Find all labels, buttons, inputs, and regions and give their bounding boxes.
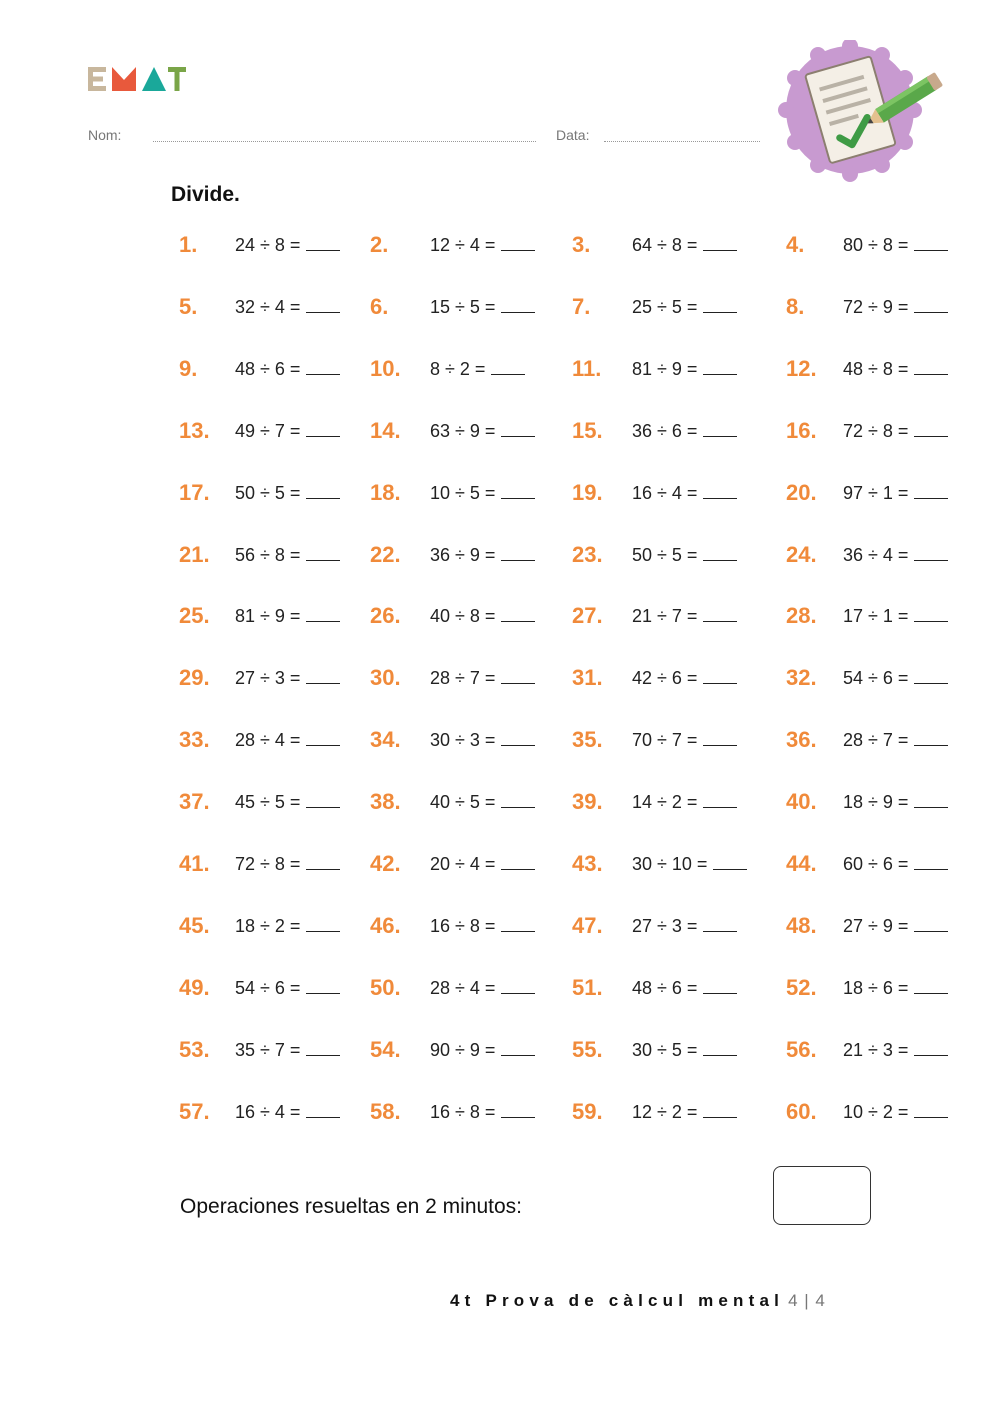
problem-number: 35. xyxy=(572,727,603,753)
expression-text: 36 ÷ 6 = xyxy=(632,420,698,441)
answer-blank[interactable] xyxy=(306,671,340,684)
expression-text: 70 ÷ 7 = xyxy=(632,730,698,751)
problem-number: 9. xyxy=(179,355,198,381)
answer-blank[interactable] xyxy=(306,300,340,313)
expression-text: 32 ÷ 4 = xyxy=(235,296,301,317)
answer-blank[interactable] xyxy=(914,238,948,251)
expression-text: 60 ÷ 6 = xyxy=(843,854,909,874)
answer-blank[interactable] xyxy=(306,919,340,932)
problem-number: 36. xyxy=(786,727,817,753)
answer-blank[interactable] xyxy=(703,795,737,808)
problem-expression xyxy=(235,297,340,318)
answer-blank[interactable] xyxy=(703,981,737,994)
name-field[interactable] xyxy=(153,141,536,142)
problem-number: 27. xyxy=(572,603,603,629)
answer-blank[interactable] xyxy=(306,362,340,375)
problem-expression xyxy=(235,916,340,937)
problem-number: 38. xyxy=(370,789,401,815)
problem-expression xyxy=(235,854,340,875)
answer-blank[interactable] xyxy=(501,795,535,808)
problem-number: 53. xyxy=(179,1036,210,1062)
problem-expression xyxy=(632,235,737,256)
problem-expression xyxy=(843,545,948,566)
answer-blank[interactable] xyxy=(703,424,737,437)
problem-number: 7. xyxy=(572,293,591,319)
problem-number: 55. xyxy=(572,1036,603,1062)
answer-box[interactable] xyxy=(773,1166,871,1225)
problem-expression xyxy=(843,359,948,380)
expression-text: 54 ÷ 6 = xyxy=(843,668,909,689)
expression-text: 90 ÷ 9 = xyxy=(430,1039,496,1060)
expression-text: 12 ÷ 2 = xyxy=(632,1101,698,1122)
problem-number: 8. xyxy=(786,293,805,319)
problem-expression xyxy=(235,668,340,689)
expression-text: 48 ÷ 8 = xyxy=(843,358,909,379)
answer-blank[interactable] xyxy=(501,733,535,746)
expression-text: 16 ÷ 4 = xyxy=(235,1101,301,1122)
expression-text: 17 ÷ 1 = xyxy=(843,606,909,627)
problem-number: 20. xyxy=(786,479,817,505)
page-number: 4 | 4 xyxy=(788,1291,826,1310)
problem-expression xyxy=(430,606,535,627)
expression-text: 30 ÷ 3 = xyxy=(430,730,496,751)
problem-expression xyxy=(430,545,535,566)
answer-blank[interactable] xyxy=(501,238,535,251)
problem-expression xyxy=(235,606,340,627)
answer-blank[interactable] xyxy=(306,795,340,808)
expression-text: 30 ÷ 5 = xyxy=(632,1039,698,1060)
answer-blank[interactable] xyxy=(501,424,535,437)
problem-expression xyxy=(843,792,948,813)
problem-number: 10. xyxy=(370,355,401,381)
answer-blank[interactable] xyxy=(501,857,535,870)
problem-number: 6. xyxy=(370,293,389,319)
answer-blank[interactable] xyxy=(914,671,948,684)
problem-expression xyxy=(843,606,948,627)
problem-number: 28. xyxy=(786,603,817,629)
expression-text: 35 ÷ 7 = xyxy=(235,1039,301,1060)
answer-blank[interactable] xyxy=(501,1105,535,1118)
expression-text: 15 ÷ 5 = xyxy=(430,296,496,317)
answer-blank[interactable] xyxy=(501,1043,535,1056)
expression-text: 28 ÷ 7 = xyxy=(843,730,909,751)
expression-text: 18 ÷ 9 = xyxy=(843,792,909,813)
problem-number: 13. xyxy=(179,417,210,443)
answer-blank[interactable] xyxy=(914,857,948,870)
problem-expression xyxy=(430,297,535,318)
answer-blank[interactable] xyxy=(914,362,948,375)
problem-number: 17. xyxy=(179,479,210,505)
problem-expression xyxy=(430,792,535,813)
problem-number: 14. xyxy=(370,417,401,443)
problem-number: 43. xyxy=(572,851,603,876)
answer-blank[interactable] xyxy=(306,1043,340,1056)
problem-expression xyxy=(430,854,535,875)
summary-label: Operaciones resueltas en 2 minutos: xyxy=(180,1195,523,1218)
answer-blank[interactable] xyxy=(703,671,737,684)
expression-text: 28 ÷ 7 = xyxy=(430,668,496,689)
answer-blank[interactable] xyxy=(306,486,340,499)
expression-text: 40 ÷ 5 = xyxy=(430,792,496,813)
problem-expression xyxy=(430,668,535,689)
answer-blank[interactable] xyxy=(914,733,948,746)
problem-expression xyxy=(843,1102,948,1123)
answer-blank[interactable] xyxy=(703,486,737,499)
problem-expression xyxy=(632,978,737,999)
problem-expression xyxy=(632,916,737,937)
expression-text: 14 ÷ 2 = xyxy=(632,792,698,813)
answer-blank[interactable] xyxy=(306,733,340,746)
problem-number: 50. xyxy=(370,974,401,1000)
problem-number: 41. xyxy=(179,851,210,876)
instruction-heading: Divide. xyxy=(171,183,240,206)
problem-number: 58. xyxy=(370,1098,401,1124)
expression-text: 81 ÷ 9 = xyxy=(632,358,698,379)
answer-blank[interactable] xyxy=(306,1105,340,1118)
problem-number: 5. xyxy=(179,293,198,319)
expression-text: 21 ÷ 3 = xyxy=(843,1039,909,1060)
expression-text: 20 ÷ 4 = xyxy=(430,854,496,874)
problem-number: 37. xyxy=(179,789,210,815)
footer xyxy=(450,1291,826,1311)
problem-number: 26. xyxy=(370,603,401,629)
problem-number: 31. xyxy=(572,665,603,691)
expression-text: 25 ÷ 5 = xyxy=(632,296,698,317)
problem-expression xyxy=(632,606,737,627)
expression-text: 18 ÷ 2 = xyxy=(235,915,301,936)
expression-text: 27 ÷ 3 = xyxy=(632,915,698,936)
expression-text: 28 ÷ 4 = xyxy=(235,730,301,751)
problem-expression xyxy=(843,1040,948,1061)
problem-number: 34. xyxy=(370,727,401,753)
answer-blank[interactable] xyxy=(501,981,535,994)
answer-blank[interactable] xyxy=(501,609,535,622)
problem-expression xyxy=(632,421,737,442)
problem-expression xyxy=(843,421,948,442)
problem-expression xyxy=(430,421,535,442)
expression-text: 50 ÷ 5 = xyxy=(235,482,301,503)
expression-text: 54 ÷ 6 = xyxy=(235,977,301,998)
answer-blank[interactable] xyxy=(914,609,948,622)
problem-number: 32. xyxy=(786,665,817,691)
footer-title: 4t Prova de càlcul mental xyxy=(450,1291,785,1310)
problem-expression xyxy=(235,359,340,380)
problem-expression xyxy=(843,483,948,504)
answer-blank[interactable] xyxy=(306,609,340,622)
answer-blank[interactable] xyxy=(491,362,525,375)
expression-text: 72 ÷ 8 = xyxy=(235,854,301,874)
problem-expression xyxy=(235,483,340,504)
problem-number: 51. xyxy=(572,974,603,1000)
problem-expression xyxy=(632,668,737,689)
problem-expression xyxy=(430,730,535,751)
problem-number: 23. xyxy=(572,541,603,567)
answer-blank[interactable] xyxy=(914,548,948,561)
answer-blank[interactable] xyxy=(306,238,340,251)
problem-number: 2. xyxy=(370,232,389,257)
problem-number: 44. xyxy=(786,851,817,876)
expression-text: 81 ÷ 9 = xyxy=(235,606,301,627)
problem-expression xyxy=(430,1102,535,1123)
answer-blank[interactable] xyxy=(501,300,535,313)
problem-expression xyxy=(430,235,535,256)
expression-text: 16 ÷ 4 = xyxy=(632,482,698,503)
expression-text: 36 ÷ 4 = xyxy=(843,544,909,565)
emat-logo xyxy=(88,66,186,92)
problem-expression xyxy=(632,730,737,751)
problem-expression xyxy=(235,235,340,256)
expression-text: 48 ÷ 6 = xyxy=(632,977,698,998)
problem-number: 45. xyxy=(179,912,210,938)
name-label: Nom: xyxy=(88,127,122,143)
problem-expression xyxy=(632,854,747,875)
answer-blank[interactable] xyxy=(703,1043,737,1056)
problem-expression xyxy=(843,668,948,689)
expression-text: 27 ÷ 9 = xyxy=(843,915,909,936)
problem-expression xyxy=(843,978,948,999)
problem-number: 59. xyxy=(572,1098,603,1124)
problem-expression xyxy=(843,916,948,937)
problem-expression xyxy=(632,359,737,380)
problem-number: 11. xyxy=(572,355,602,381)
problem-number: 56. xyxy=(786,1036,817,1062)
expression-text: 72 ÷ 8 = xyxy=(843,420,909,441)
expression-text: 50 ÷ 5 = xyxy=(632,544,698,565)
problem-expression xyxy=(235,792,340,813)
problem-expression xyxy=(632,545,737,566)
expression-text: 56 ÷ 8 = xyxy=(235,544,301,565)
problem-expression xyxy=(235,1102,340,1123)
answer-blank[interactable] xyxy=(914,1105,948,1118)
problem-number: 30. xyxy=(370,665,401,691)
checklist-pencil-icon xyxy=(775,40,950,185)
answer-blank[interactable] xyxy=(914,919,948,932)
problem-expression xyxy=(235,730,340,751)
problem-number: 1. xyxy=(179,232,198,257)
answer-blank[interactable] xyxy=(703,238,737,251)
expression-text: 16 ÷ 8 = xyxy=(430,1101,496,1122)
expression-text: 8 ÷ 2 = xyxy=(430,358,486,379)
expression-text: 21 ÷ 7 = xyxy=(632,606,698,627)
problem-expression xyxy=(235,421,340,442)
answer-blank[interactable] xyxy=(713,857,747,870)
answer-blank[interactable] xyxy=(914,424,948,437)
problem-number: 49. xyxy=(179,974,210,1000)
answer-blank[interactable] xyxy=(703,733,737,746)
problem-number: 54. xyxy=(370,1036,401,1062)
expression-text: 72 ÷ 9 = xyxy=(843,296,909,317)
problem-expression xyxy=(430,916,535,937)
problem-number: 39. xyxy=(572,789,603,815)
problem-expression xyxy=(632,483,737,504)
expression-text: 27 ÷ 3 = xyxy=(235,668,301,689)
answer-blank[interactable] xyxy=(703,362,737,375)
expression-text: 12 ÷ 4 = xyxy=(430,235,496,255)
problem-number: 12. xyxy=(786,355,817,381)
problem-number: 47. xyxy=(572,912,603,938)
answer-blank[interactable] xyxy=(501,548,535,561)
problem-number: 60. xyxy=(786,1098,817,1124)
problem-expression xyxy=(632,297,737,318)
problem-expression xyxy=(235,978,340,999)
problem-number: 19. xyxy=(572,479,603,505)
answer-blank[interactable] xyxy=(306,981,340,994)
answer-blank[interactable] xyxy=(703,919,737,932)
date-label: Data: xyxy=(556,127,590,143)
problem-number: 24. xyxy=(786,541,817,567)
problem-expression xyxy=(632,1102,737,1123)
expression-text: 40 ÷ 8 = xyxy=(430,606,496,627)
expression-text: 30 ÷ 10 = xyxy=(632,854,708,874)
expression-text: 48 ÷ 6 = xyxy=(235,358,301,379)
expression-text: 28 ÷ 4 = xyxy=(430,977,496,998)
problem-number: 57. xyxy=(179,1098,210,1124)
expression-text: 18 ÷ 6 = xyxy=(843,977,909,998)
answer-blank[interactable] xyxy=(914,486,948,499)
expression-text: 10 ÷ 5 = xyxy=(430,482,496,503)
expression-text: 63 ÷ 9 = xyxy=(430,420,496,441)
problem-expression xyxy=(843,854,948,875)
problem-expression xyxy=(632,1040,737,1061)
problem-number: 25. xyxy=(179,603,210,629)
expression-text: 45 ÷ 5 = xyxy=(235,792,301,813)
expression-text: 24 ÷ 8 = xyxy=(235,235,301,255)
problem-expression xyxy=(430,483,535,504)
expression-text: 64 ÷ 8 = xyxy=(632,235,698,255)
answer-blank[interactable] xyxy=(703,548,737,561)
expression-text: 97 ÷ 1 = xyxy=(843,482,909,503)
problem-number: 15. xyxy=(572,417,603,443)
problem-number: 29. xyxy=(179,665,210,691)
answer-blank[interactable] xyxy=(306,424,340,437)
problem-number: 52. xyxy=(786,974,817,1000)
answer-blank[interactable] xyxy=(914,795,948,808)
problem-number: 48. xyxy=(786,912,817,938)
problem-expression xyxy=(843,297,948,318)
problem-number: 4. xyxy=(786,232,805,257)
problem-expression xyxy=(430,1040,535,1061)
answer-blank[interactable] xyxy=(501,671,535,684)
problem-expression xyxy=(430,978,535,999)
problem-number: 3. xyxy=(572,232,591,257)
problem-expression xyxy=(235,545,340,566)
problem-number: 21. xyxy=(179,541,210,567)
expression-text: 16 ÷ 8 = xyxy=(430,915,496,936)
problem-number: 18. xyxy=(370,479,401,505)
problem-number: 46. xyxy=(370,912,401,938)
expression-text: 36 ÷ 9 = xyxy=(430,544,496,565)
answer-blank[interactable] xyxy=(703,609,737,622)
expression-text: 42 ÷ 6 = xyxy=(632,668,698,689)
problem-expression xyxy=(843,730,948,751)
problem-number: 22. xyxy=(370,541,401,567)
answer-blank[interactable] xyxy=(703,300,737,313)
answer-blank[interactable] xyxy=(914,300,948,313)
problem-number: 40. xyxy=(786,789,817,815)
problem-expression xyxy=(235,1040,340,1061)
expression-text: 49 ÷ 7 = xyxy=(235,420,301,441)
expression-text: 10 ÷ 2 = xyxy=(843,1101,909,1122)
answer-blank[interactable] xyxy=(703,1105,737,1118)
answer-blank[interactable] xyxy=(306,548,340,561)
problem-expression xyxy=(843,235,948,256)
problem-number: 16. xyxy=(786,417,817,443)
answer-blank[interactable] xyxy=(501,919,535,932)
problem-number: 42. xyxy=(370,851,401,876)
problem-expression xyxy=(632,792,737,813)
answer-blank[interactable] xyxy=(914,1043,948,1056)
problem-number: 33. xyxy=(179,727,210,753)
answer-blank[interactable] xyxy=(914,981,948,994)
answer-blank[interactable] xyxy=(501,486,535,499)
problem-expression xyxy=(430,359,525,380)
answer-blank[interactable] xyxy=(306,857,340,870)
expression-text: 80 ÷ 8 = xyxy=(843,235,909,255)
date-field[interactable] xyxy=(604,141,760,142)
